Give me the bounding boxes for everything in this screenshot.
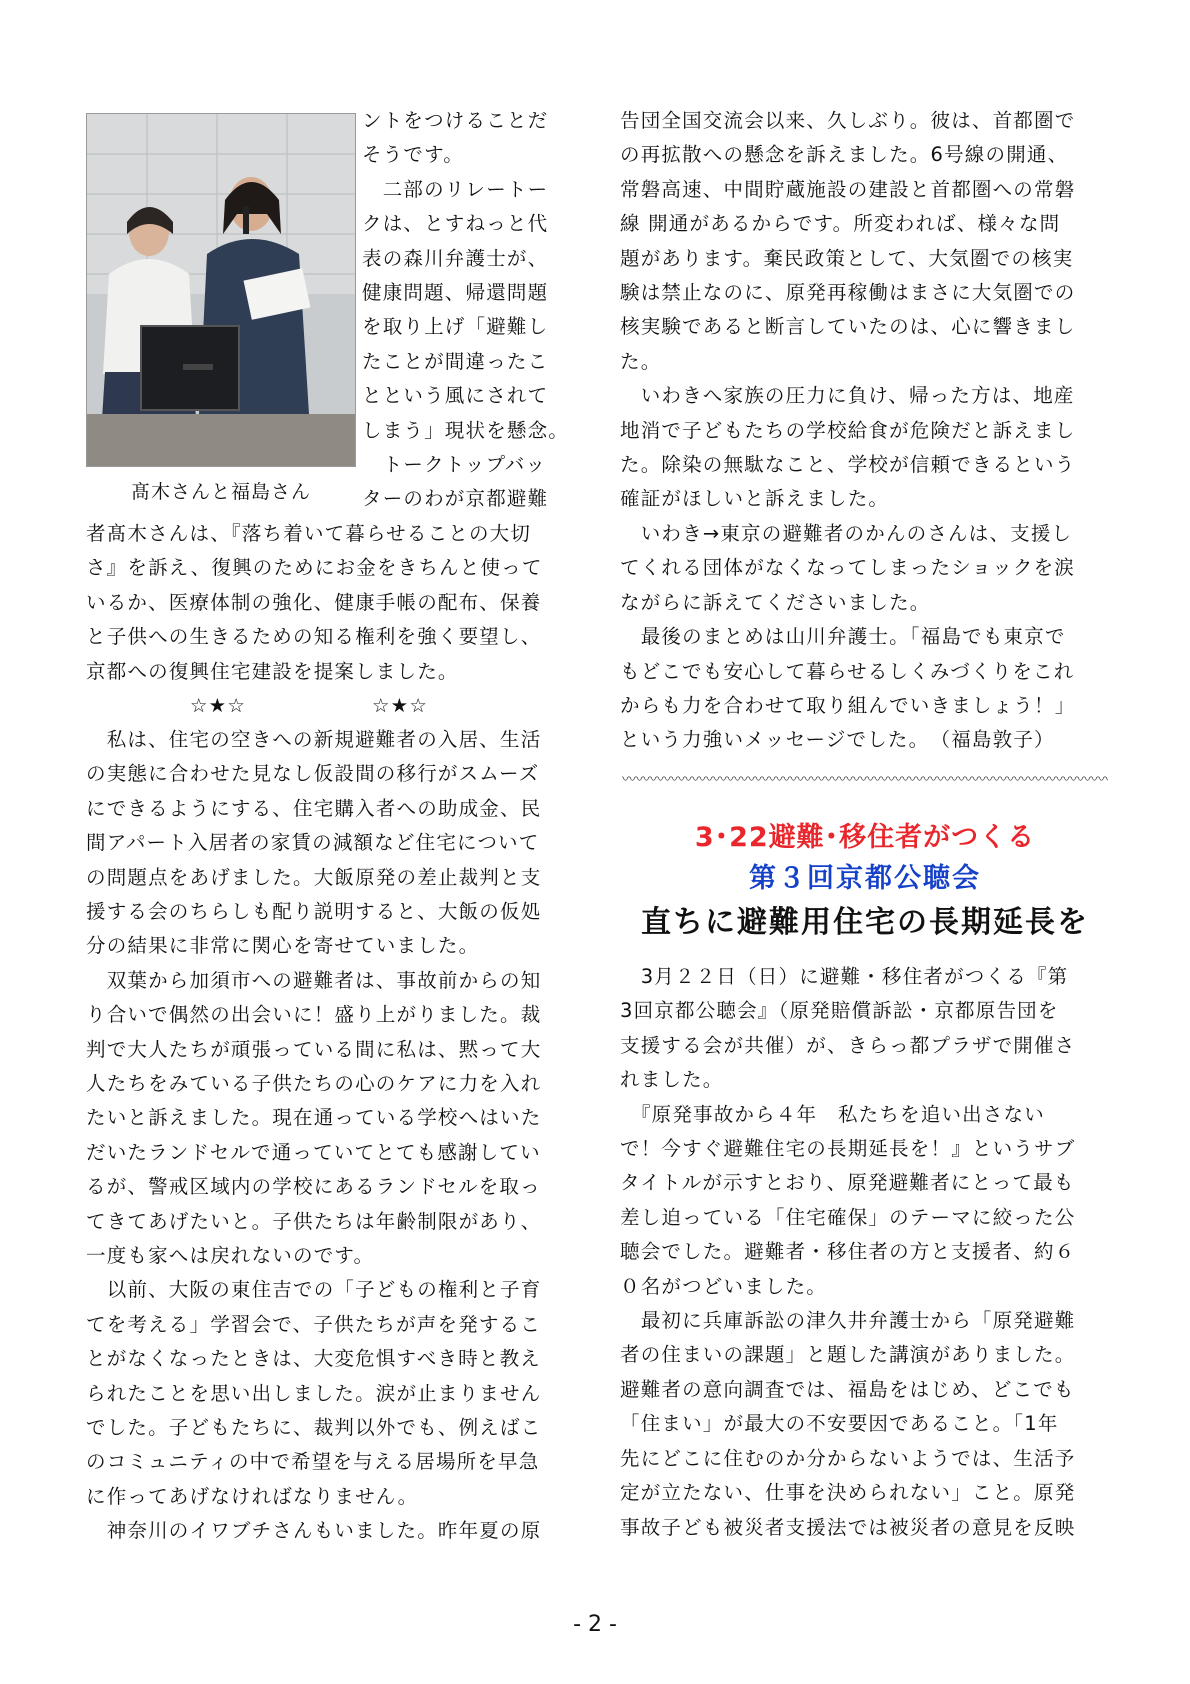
text-line: ながらに訴えてくださいました。 xyxy=(620,590,931,614)
text-line: 判で大人たちが頑張っている間に私は、黙って大 xyxy=(86,1037,542,1061)
wrap-text-beside-photo xyxy=(362,104,591,517)
text-line: の問題点をあげました。大飯原発の差止裁判と支 xyxy=(86,865,542,889)
text-line: 者髙木さんは、『落ち着いて暮らせることの大切 xyxy=(86,521,532,545)
text-line: 核実験であると断言していたのは、心に響きまし xyxy=(620,315,1076,339)
text-line: 健康問題、帰還問題 xyxy=(362,281,549,305)
wavy-divider xyxy=(622,776,1108,784)
right-column xyxy=(620,104,1108,758)
text-line: タイトルが示すとおり、原発避難者にとって最も xyxy=(620,1171,1075,1195)
text-line: 最初に兵庫訴訟の津久井弁護士から「原発避難 xyxy=(620,1309,1076,1333)
text-line: 地消で子どもたちの学校給食が危険だと訴えまし xyxy=(620,418,1076,442)
text-line: てきてあげたいと。子供たちは年齢制限があり、 xyxy=(86,1209,542,1233)
text-line: 京都への復興住宅建設を提案しました。 xyxy=(86,659,459,683)
text-line: てくれる団体がなくなってしまったショックを涙 xyxy=(620,556,1076,580)
text-line: の実態に合わせた見なし仮設間の移行がスムーズ xyxy=(86,762,540,786)
text-line: トークトップバッ xyxy=(362,453,547,477)
text-line: られたことを思い出しました。涙が止まりません xyxy=(86,1381,542,1405)
text-line: た。除染の無駄なこと、学校が信頼できるという xyxy=(620,453,1076,477)
text-line: 『原発事故から４年 私たちを追い出さない xyxy=(620,1102,1045,1126)
text-line: いわき→東京の避難者のかんのさんは、支援し xyxy=(620,521,1073,545)
article-body xyxy=(620,960,1108,1545)
page-number: - 2 - xyxy=(573,1612,617,1637)
stars-right: ☆★☆ xyxy=(372,693,429,717)
text-line: もどこでも安心して暮らせるしくみづくりをこれ xyxy=(620,659,1075,683)
photo-caption: 髙木さんと福島さん xyxy=(130,481,311,503)
text-line: と子供への生きるための知る権利を強く要望し、 xyxy=(86,625,542,649)
text-line: でした。子どもたちに、裁判以外でも、例えばこ xyxy=(86,1416,542,1440)
article-headline: 直ちに避難用住宅の長期延長を xyxy=(641,905,1089,940)
text-line: 最後のまとめは山川弁護士。「福島でも東京で xyxy=(620,625,1066,649)
text-line: 3回京都公聴会』（原発賠償訴訟・京都原告団を xyxy=(620,999,1059,1023)
text-line: り合いで偶然の出会いに！盛り上がりました。裁 xyxy=(86,1003,542,1027)
text-line: てを考える」学習会で、子供たちが声を発するこ xyxy=(86,1312,542,1336)
text-line: 差し迫っている「住宅確保」のテーマに絞った公 xyxy=(620,1205,1076,1229)
text-line: とがなくなったときは、大変危惧すべき時と教え xyxy=(86,1347,542,1371)
text-line: 者の住まいの課題」と題した講演がありました。 xyxy=(620,1343,1076,1367)
text-line: の再拡散への懸念を訴えました。6号線の開通、 xyxy=(620,143,1069,167)
text-line: さ』を訴え、復興のためにお金をきちんと使って xyxy=(86,556,543,580)
text-line: たことが間違ったこ xyxy=(362,349,549,373)
text-line: 私は、住宅の空きへの新規避難者の入居、生活 xyxy=(86,727,542,751)
text-line: のコミュニティの中で希望を与える居場所を早急 xyxy=(86,1450,540,1474)
left-column xyxy=(86,104,591,1549)
text-line: 聴会でした。避難者・移住者の方と支援者、約６ xyxy=(620,1240,1076,1264)
text-line: いるか、医療体制の強化、健康手帳の配布、保養 xyxy=(86,590,542,614)
text-line: 告団全国交流会以来、久しぶり。彼は、首都圏で xyxy=(620,109,1076,132)
text-line: 双葉から加須市への避難者は、事故前からの知 xyxy=(86,968,542,992)
text-line: 間アパート入居者の家賃の減額など住宅について xyxy=(86,831,540,855)
text-line: で！今すぐ避難住宅の長期延長を！』というサブ xyxy=(620,1137,1076,1161)
text-line: 二部のリレートー xyxy=(362,177,549,201)
text-line: 表の森川弁護士が、 xyxy=(362,246,549,270)
text-line: 題があります。棄民政策として、大気圏での核実 xyxy=(620,246,1074,270)
text-line: た。 xyxy=(620,349,662,373)
left-body-1 xyxy=(86,517,591,689)
text-line: に作ってあげなければなりません。 xyxy=(86,1484,419,1508)
text-line: 確証がほしいと訴えました。 xyxy=(620,487,890,511)
text-line: れました。 xyxy=(620,1068,724,1092)
article-heading-blue: 第３回京都公聴会 xyxy=(749,863,981,894)
text-line: という力強いメッセージでした。 （福島敦子） xyxy=(620,728,1055,752)
text-line: 人たちをみている子供たちの心のケアに力を入れ xyxy=(86,1071,542,1095)
text-line: ターのわが京都避難 xyxy=(362,487,549,511)
text-line: 常磐高速、中間貯蔵施設の建設と首都圏への常磐 xyxy=(620,177,1076,201)
text-line: 事故子ども被災者支援法では被災者の意見を反映 xyxy=(620,1515,1076,1539)
text-line: ントをつけることだ xyxy=(362,109,549,132)
text-line: 避難者の意向調査では、福島をはじめ、どこでも xyxy=(620,1377,1075,1401)
left-body-2 xyxy=(86,723,591,1549)
text-line: 定が立たない、仕事を決められない」こと。原発 xyxy=(620,1481,1076,1505)
text-line: 支援する会が共催）が、きらっ都プラザで開催さ xyxy=(620,1033,1076,1057)
text-line: 「住まい」が最大の不安要因であること。「1年 xyxy=(620,1412,1059,1436)
article-heading-red: 3･22避難･移住者がつくる xyxy=(694,822,1036,853)
text-line: だいたランドセルで通っていてとても感謝してい xyxy=(86,1140,541,1164)
stars-left: ☆★☆ xyxy=(190,693,247,717)
text-line: とという風にされて xyxy=(362,384,549,408)
text-line: 3月２２日（日）に避難・移住者がつくる『第 xyxy=(620,965,1069,988)
text-line: 神奈川のイワブチさんもいました。昨年夏の原 xyxy=(86,1519,542,1543)
text-line: るが、警戒区域内の学校にあるランドセルを取っ xyxy=(86,1175,541,1199)
text-line: 一度も家へは戻れないのです。 xyxy=(86,1244,375,1267)
text-line: 分の結果に非常に関心を寄せていました。 xyxy=(86,934,480,958)
text-line: 験は禁止なのに、原発再稼働はまさに大気圏での xyxy=(620,281,1076,305)
text-line: にできるようにする、住宅購入者への助成金、民 xyxy=(86,796,542,820)
star-separator-row xyxy=(86,689,591,723)
right-body-top xyxy=(620,104,1108,758)
text-line: 援する会のちらしも配り説明すると、大飯の仮処 xyxy=(86,899,542,923)
text-line: からも力を合わせて取り組んでいきましょう！」 xyxy=(620,693,1076,717)
text-line: を取り上げ「避難し xyxy=(362,315,549,339)
text-line: 以前、大阪の東住吉での「子どもの権利と子育 xyxy=(86,1278,542,1302)
text-line: ０名がつどいました。 xyxy=(620,1274,828,1298)
text-line: クは、とすねっと代 xyxy=(362,212,549,236)
text-line: しまう」現状を懸念。 xyxy=(362,418,570,442)
text-line: 線 開通があるからです。所変われば、様々な問 xyxy=(620,212,1061,236)
text-line: そうです。 xyxy=(362,143,464,167)
text-line: 先にどこに住むのか分からないようでは、生活予 xyxy=(620,1446,1076,1470)
text-line: たいと訴えました。現在通っている学校へはいた xyxy=(86,1106,542,1130)
text-line: いわきへ家族の圧力に負け、帰った方は、地産 xyxy=(620,384,1075,408)
